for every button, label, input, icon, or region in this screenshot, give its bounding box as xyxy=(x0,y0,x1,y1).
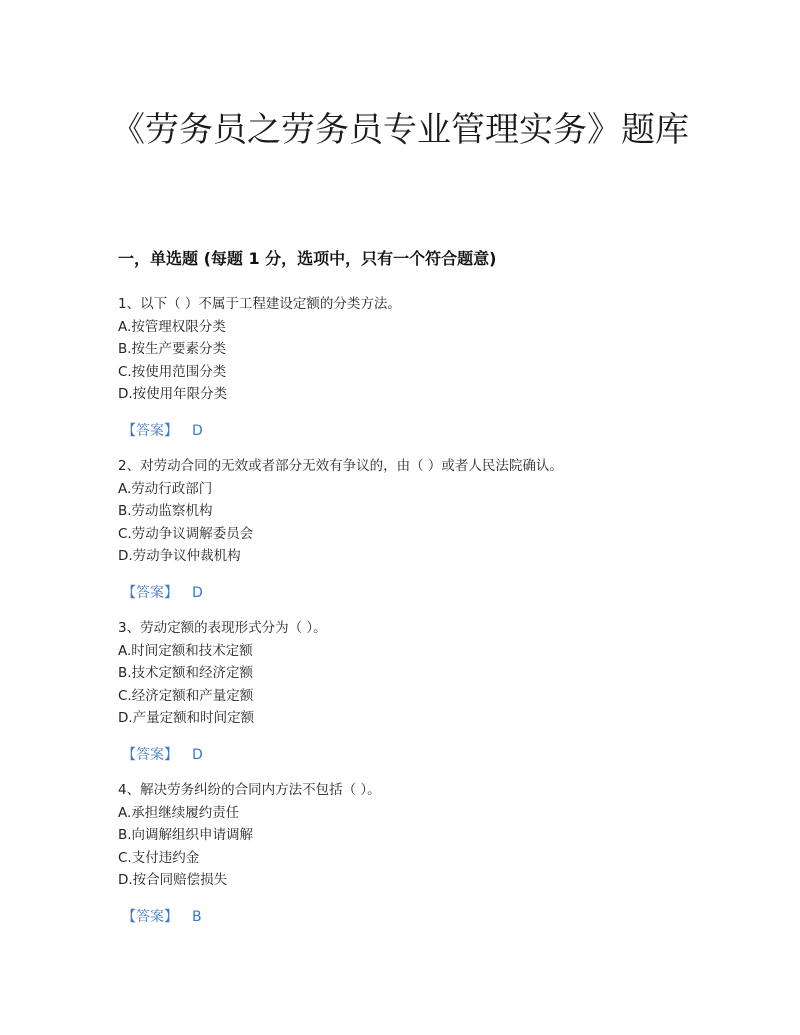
answer-value: D xyxy=(192,584,203,601)
option-a: A.时间定额和技术定额 xyxy=(118,642,253,659)
option-a: A.劳动行政部门 xyxy=(118,480,213,497)
answer-value: D xyxy=(192,422,203,439)
section-heading: 一，单选题 (每题 1 分，选项中，只有一个符合题意) xyxy=(118,249,497,268)
answer-value: D xyxy=(192,746,203,763)
answer-label: 【答案】 xyxy=(122,908,178,925)
question-stem: 4、解决劳务纠纷的合同内方法不包括（ ）。 xyxy=(118,782,381,798)
option-b: B.向调解组织申请调解 xyxy=(118,827,254,843)
option-d: D.劳动争议仲裁机构 xyxy=(118,548,241,564)
answer-line xyxy=(118,906,718,928)
question-4 xyxy=(118,779,718,928)
document-title: 《劳务员之劳务员专业管理实务》题库 xyxy=(111,110,689,150)
answer-line xyxy=(118,744,718,766)
option-c: C.支付违约金 xyxy=(118,849,200,866)
answer-label: 【答案】 xyxy=(122,422,178,439)
option-d: D.按使用年限分类 xyxy=(118,386,228,402)
option-b: B.技术定额和经济定额 xyxy=(118,665,254,681)
answer-label: 【答案】 xyxy=(122,584,178,601)
option-a: A.按管理权限分类 xyxy=(118,318,226,335)
question-stem: 3、劳动定额的表现形式分为（ ）。 xyxy=(118,620,327,636)
option-b: B.按生产要素分类 xyxy=(118,341,227,357)
option-d: D.按合同赔偿损失 xyxy=(118,872,228,888)
answer-line xyxy=(118,582,718,604)
option-a: A.承担继续履约责任 xyxy=(118,804,240,821)
question-3 xyxy=(118,617,718,766)
question-1 xyxy=(118,293,718,442)
option-b: B.劳动监察机构 xyxy=(118,503,213,519)
question-stem: 1、以下（ ）不属于工程建设定额的分类方法。 xyxy=(118,296,401,312)
option-d: D.产量定额和时间定额 xyxy=(118,710,255,726)
answer-label: 【答案】 xyxy=(122,746,178,763)
answer-line xyxy=(118,420,718,442)
option-c: C.劳动争议调解委员会 xyxy=(118,525,254,542)
option-c: C.经济定额和产量定额 xyxy=(118,687,254,704)
option-c: C.按使用范围分类 xyxy=(118,363,227,380)
answer-value: B xyxy=(192,908,202,925)
question-stem: 2、对劳动合同的无效或者部分无效有争议的，由（ ）或者人民法院确认。 xyxy=(118,458,563,474)
question-2 xyxy=(118,455,718,604)
